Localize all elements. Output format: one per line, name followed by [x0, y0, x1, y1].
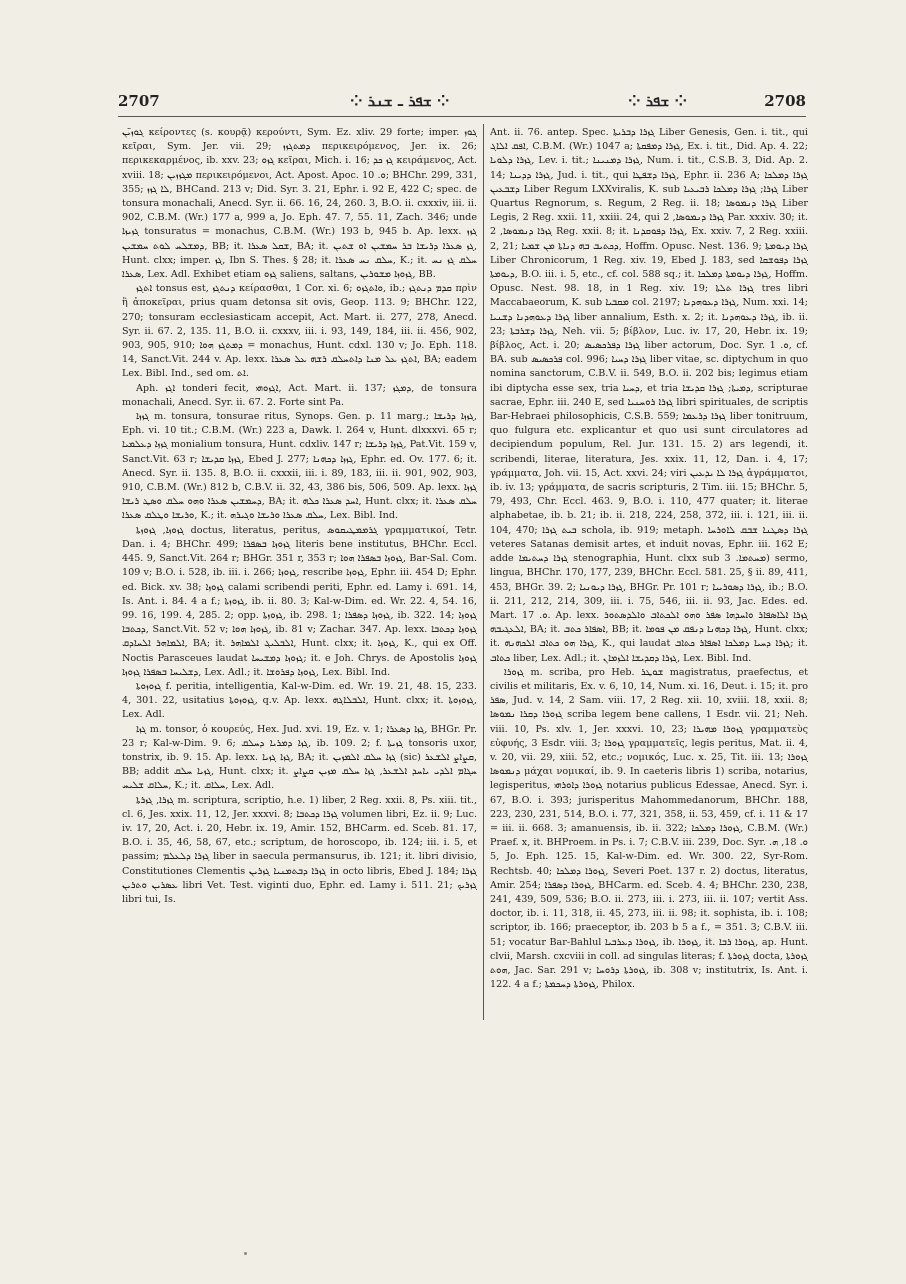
entry-paragraph: Aph. ܐܓܙ tonderi fecit, ܐܓܙܘܗܝ, Act. Mart. ii. 137; ܕܡܓܙ, de tonsura monachali, Anecd. Syr. ii. 67. 2. Forte sint Pa.	[122, 382, 477, 408]
entry-paragraph: ܓܙܐ m. tonsor, ὁ κουρεύς, Hex. Jud. xvi. 19, Ez. v. 1; ܓܙܐ ܕܣܥܪܐ, BHGr. Pr. 23 r; Kal-w-Dim. 9. 6; ܓܙܐ ܕܡܪܝܐ ܕܚܠܩ, ib. 109. 2; f. ܓܙܝܬܐ tonsoris uxor, tonstrix, ib. 9. 15. Ap. lexx. ܓܙܐ ܓܙܝܐ, BA; it. ܓܙܐ ܚܠܩ ܐܠܡܙܝܢ (sic) ܩܨܐܨ ܐܠܫܥܪ, BB; addit ܓܙܝܐ ܚܠܩ, Hunt. clxx; it. ܚܓܐܡ ܐܠܕܝ ܝܐܚܕ ܐܠܫܥܪ, ܓܙܐ ܚܠܩ ܡܙܝܢ ܩܨܐܨ ܚܠܐܩ ܫܠܝܚ, K.; it. ܚܠܐܩ, Lex. Adl.	[122, 723, 477, 792]
entry-paragraph: ܓܙܘܪܐ m. scriba, pro Heb. ܫܘܛܪ magistratus, praefectus, et civilis et militaris, Ex. v. 6, 10, 14, Num. xi. 16, Deut. i. 15; it. pro ܣܦܪ, Jud. v. 14, 2 Sam. viii. 17, 2 Reg. xii. 10, xviii. 18, xxii. 8; ܓܙܘܪܐ ܕܩܪܐ ܢܡܘܣܐ scriba legem bene callens, 1 Esdr. vii. 21; Neh. viii. 10, Ps. xlv. 1, Jer. xxxvi. 10, 23; ܓܙܘܪܐ ܡܗܝܪܐ γραμματεὺς εὐφυής, 3 Esdr. viii. 3; ܓܙܘܪܐ γραμματεῖς, legis peritus, Mat. ii. 4, v. 20, vii. 29, xiii. 52, etc.; νομικός, Luc. x. 25, Tit. iii. 13; ܓܙܘܪܐ ܕܢܡܘܣܐ μάχαι νομικαί, ib. 9. In caeteris libris 1) scriba, notarius, legisperitus, ܓܙܘܪܐ ܕܐܘܪܗܝ notarius publicus Edessae, Anecd. Syr. i. 67, B.O. i. 393; jurisperitus Mahommedanorum, BHChr. 188, 223, 230, 231, 514, B.O. i. 77, 321, 358, ii. 53, 459, cf. i. 11 & 17 = iii. ii. 668. 3; amanuensis, ib. ii. 322; ܓܙܘܪܐ ܕܡܠܟܐ, C.B.M. (Wr.) Praef. x, it. BHProem. in Ps. i. 7; C.B.V. iii. 239, Doc. Syr. ܘ. 18, ܗ. 5, Jo. Eph. 125. 15, Kal-w-Dim. ed. Wr. 300. 22, Syr-Rom. Rechtsb. 40; ܓܙܘܪܐ ܕܡܠܟܐ, Severi Poet. 137 r. 2) doctus, literatus, Amir. 254; ܓܙܘܪܐ ܕܣܦܪܐ, BHCarm. ed. Sceb. 4. 4; BHChr. 230, 238, 241, 439, 509, 536; B.O. ii. 273, iii. i. 273, iii. ii. 107; vertit Ass. doctor, ib. i. 11, 318, ii. 45, 273, iii. ii. 98; it. sophista, ib. i. 108; scriptor, ib. 166; praeceptor, ib. 203 b 5 a f., = 351. 3; C.B.V. iii. 51; vocatur Bar-Bahlul ܓܙܘܪܐ ܕܥܪܒܝܐ, ib. ܓܙܘܪܐ, it. ܓܙܘܪܐ ܪܒܐ, ap. Hunt. clvii, Marsh. cxcviii in coll. ad singulas literas; f. ܓܙܘܪܬܐ docta, ܓܙܘܪܬܐ ܗܘܬ, Jac. Sar. 291 v; ܓܙܘܪܬܐ ܕܪܘܚܐ, ib. 308 v; institutrix, Is. Ant. i. 122. 4 a f.; ܓܙܘܪܬܐ ܕܚܟܡܬܐ, Philox.	[490, 666, 808, 991]
entry-paragraph: Ant. ii. 76. antep. Spec. ܓܙܪܐ ܕܒܪܝܬܐ Liber Genesis, Gen. i. tit., qui ܐܦܩ ܐܠܐܓ, C.B.M. (Wr.) 1047 a; ܓܙܪܐ ܕܡܦܩܬܐ, Ex. i. tit., Did. Ap. 4. 22; ܓܙܪܐ ܕܠܘܝܐ, Lev. i. tit.; ܓܙܪܐ ܕܡܢܝܢܐ, Num. i. tit., C.S.B. 3, Did. Ap. 2. 14; ܓܙܪܐ ܕܕܝܢܐ, Jud. i. tit., qui ܓܙܪܐ ܕܫܦܛܐ, Ephr. ii. 236 A; ܓܙܪܐ ܕܡܠܟܐ ܕܫܒܥܝܢ Liber Regum LXXviralis, K. sub ܓܙܪܐ; ܓܙܪܐ ܕܡܠܟܐ ܪܒܝܥܝܐ Liber Quartus Regnorum, s. Regum, 2 Reg. ii. 18; ܓܙܪܐ ܕܢܡܘܣܐ Liber Legis, 2 Reg. xxii. 11, xxiii. 24, qui ܓܙܪܐ ܕܢܡܘܣܐ, 2 Par. xxxiv. 30; it. ܓܙܪܐ ܕܢܡܘܣܐ, 2 Reg. xxii. 8; it. ܓܙܪܐ ܕܦܘܩܕܢܐ, Ex. xxiv. 7, 2 Reg. xxiii. 2, 21; ܕܟܬܝܒ ܒܗ ܕܢܐܬܐ ܡܢ ܫܡܝܐ, Hoffm. Opusc. Nest. 136. 9; ܓܙܪܐ ܕܝܘܡܬܐ Liber Chronicorum, 1 Reg. xiv. 19, Ebed J. 183, sed ܓܙܪܐ ܕܦܘܫܩܐ ܕܝܘܡܬܐ, B.O. iii. i. 5, etc., cf. col. 588 sq.; it. ܓܙܪܐ ܕܝܘܡܬܐ ܕܡܠܟܐ, Hoffm. Opusc. Nest. 98. 18, in 1 Reg. xiv. 19; ܓܙܪܐ ܬܠܬܐ tres libri Maccabaeorum, K. sub ܡܩܒܝܐ col. 2197; ܓܙܪܐ ܕܥܘܗܕܢܐ, Num. xxi. 14; ܓܙܪܐ ܕܥܘܗܕܢܐ ܕܫܢܝܐ liber annalium, Esth. x. 2; it. ܓܙܪܐ ܕܥܘܗܕܢܐ, ib. ii. 23; ܓܙܪܐ ܕܫܪܒܬܐ, Neh. vii. 5; βίβλον, Luc. iv. 17, 20, Hebr. ix. 19; βίβλος, Act. i. 20; ܓܙܪܐ ܕܦܪܟܣܝܣ liber actorum, Doc. Syr. ܘ. 1, cf. BA. sub ܦܪܟܣܝܣ col. 996; ܓܙܪܐ ܕܚܝܐ liber vitae, sc. diptychum in quo nomina sanctorum, C.B.V. ii. 549, B.O. ii. 202 bis; legimus etiam ibi diptycha esse sex, tria ܕܚܝܐ, et tria ܕܡܝܬܐ; ܓܙܪܐ ܩܕܝܫܐ, scripturae sacrae, Ephr. iii. 240 E, sed ܓܙܪܐ ܪܘܚܢܝܐ libri spirituales, de scriptis Bar-Hebraei philosophicis, C.S.B. 559; ܓܙܪܐ ܕܪܥܡܐ liber tonitruum, quo fulgura etc. explicantur et quo usi sunt circulatores ad decipiendum populum, Rel. Jur. 131. 15. 2) ars legendi, it. scribendi, literae, literatura, Jes. xxix. 11, 12, Dan. i. 4, 17; γράμματα, Joh. vii. 15, Act. xxvi. 24; viri ܓܙܪܐ ܠܐ ܝܕܥܝܢ ἀγράμματοι, ib. iv. 13; γράμματα, de sacris scripturis, 2 Tim. iii. 15; BHChr. 5, 79, 493, Chr. Eccl. 463. 9, B.O. i. 110, 477 quater; it. literae alphabetae, ib. b. 21; ib. ii. 218, 224, 258, 372, iii. i. 121, iii. ii. 104, 470; ܒܝܬ ܓܙܪܐ schola, ib. 919; metaph. ܓܙܪܐ ܕܣܛܢܐ ܫܒܩ ܠܐܘܪܚܐ veteres Satanas demisit artes, et induit novas, Ephr. iii. 162 E; adde ܓܙܪܐ ܕܚܬܝܡܐ stenographia, Hunt. clxx sub ܡܚܬܡܐ. 3) sermo, lingua, BHChr. 170, 177, 239, BHChr. Eccl. 581. 25, § ii. 89, 411, 453, BHGr. 39. 2; ܓܙܪܐ ܕܝܘܢܝܐ, BHGr. Pr. 101 r; ܓܙܪܐ ܕܣܘܪܝܝܐ, ib.; B.O. ii. 211, 212, 214, 309, iii. i. 75, 546, iii. ii. 93, Jac. Edes. ed. Mart. ܘ. 17. Ap. lexx. ܓܙܪܐ ܐܠܐܣܦܐܪ ܘܐܚܕܗܐ ܣܦܪ ܘܗܘ ܐܠܟܬܐܒ ܘܐܠܕܣܬܘܪ ܐܠܥܓܝܒܗ, BA; it. ܐܣܦܐܪ ܟܬܒ, BB; it. ܓܙܪܐ ܕܟܗܢܐ ܕܢܦܩ ܡܢ ܦܘܡܐ, Hunt. clxx; it. ܓܙܪܐ ܗܘ ܟܬܐܒ ܐܠܟܗܢܗ, K., qui laudat ܓܙܪܐ ܕܚܝܐ ܕܡܠܟܐ ܐܣܦܐܪ ܟܬܐܒ; it. ܟܬܐܒ liber, Lex. Adl.; it. ܓܙܪܐ ܕܩܕܝܫܐ ܐܠܙܡܐܢ, Lex. Bibl. Ind.	[490, 127, 808, 664]
right-page-number: 2708	[764, 92, 806, 110]
entry-paragraph: ܓܙܘܙܘܬܐ f. peritia, intelligentia, Kal-w-Dim. ed. Wr. 19. 21, 48. 15, 233. 4, 301. 22, usitatius ܓܙܘܙܘܬܐ, q.v. Ap. lexx. ܐܠܒܠܐܓܗ, Hunt. clxx; it. ܓܙܘܙܘܬܐ, Lex. Adl.	[122, 680, 477, 721]
right-running-title: ⁘ ܫܦܪ ⁘	[628, 92, 688, 110]
entry-paragraph: ܓܙܙܐ m. tonsura, tonsurae ritus, Synops. Gen. p. 11 marg.; ܓܙܙܐ ܕܪܝܫܐ, Eph. vi. 10 tit.; C.B.M. (Wr.) 223 a, Dawk. l. 264 v, Hunt. dlxxxvi. 65 r; ܓܙܙܐ ܕܥܠܡܝܐ monialium tonsura, Hunt. cdxliv. 147 r; ܓܙܙܐ ܕܪܝܫܐ, Pat.Vit. 159 v, Sanct.Vit. 63 r; ܓܙܙܐ ܩܕܝܫܐ, Ebed J. 277; ܓܙܙܐ ܕܟܗܢܐ, Ephr. ed. Ov. 177. 6; it. Anecd. Syr. ii. 135. 8, B.O. ii. cxxxii, iii. i. 89, 183, iii. ii. 901, 902, 903, 910, C.B.M. (Wr.) 812 b, C.B.V. ii. 32, 43, 386 bis, 506, 509. Ap. lexx. ܓܙܙܐ ܕܚܡܫܝܢ ܣܥܪܐ ܘܗܘ ܚܠܩ ܘܣܛ ܪܝܫܐ, BA; it. ܐܚܕ ܣܥܪܐ ܟܠܗ, Hunt. clxx; it. ܚܠܩ ܣܥܪܐ ܘܪܝܫܐ ܘܛܠܩ ܣܥܪܐ, K.; it. ܚܠܩ ܣܥܪܐ ܘܪܝܫܐ ܘܓܝܪܗ, Lex. Bibl. Ind.	[122, 411, 477, 522]
left-running-title: ⁘ ܫܦܪ ـ ܫܢܪ ⁘	[350, 92, 450, 110]
page-speck	[244, 1252, 247, 1255]
right-column	[490, 126, 808, 1026]
entry-paragraph: ܓܙܘܙܐ, ܓܙܘܙܬܐ doctus, literatus, peritus, ܓܪܡܡܛܝܩܘܣ γραμματικοί, Tetr. Dan. i. 4; BHChr. 499; ܓܙܘܙܐ ܒܣܦܪܐ literis bene institutus, BHChr. Eccl. 445. 9, Sanct.Vit. 264 r; BHGr. 351 r, 353 r; ܓܙܘܙܐ ܒܣܦܪܐ ܗܘܐ, Bar-Sal. Com. 109 v; B.O. i. 528, ib. iii. i. 266; ܓܙܘܙܐ, rescribe ܓܙܘܙܐ, Ephr. iii. 454 D; Ephr. ed. Bick. xv. 38; ܓܙܘܙܐ calami scribendi periti, Ephr. ed. Lamy i. 691. 14, Is. Ant. i. 84. 4 a f.; ܓܙܘܙܬܐ, ib. ii. 80. 3; Kal-w-Dim. ed. Wr. 22. 4, 54. 16, 99. 16, 199. 4, 285. 2; opp. ܓܙܘܙܬܐ, ib. 298. 1; ܓܙܘܙܐ ܕܣܦܪܐ, ib. 322. 14; ܓܙܘܙܐ ܕܟܬܒܐ, Sanct.Vit. 52 v; ܓܙܘܙܐ ܗܘܐ, ib. 81 v; Zachar. 347. Ap. lexx. ܓܙܘܙܐ ܕܟܬܒܐ ܐܠܡܐܗܪ ܐܠܚܐܕܩ, BA; it. ܐܠܒܠܝܓ ܐܠܡܐܗܪ, Hunt. clxx; it. ܓܙܘܙܐ, K., qui ex Off. Noctis Parasceues laudat ܓܙܘܙܐ ܕܡܫܝܚܐ; it. e Joh. Chrys. de Apostolis ܓܙܘܙܐ ܕܫܠܝܚܐ ܒܣܦܪܐ ܓܙܘܙܐ, Lex. Adl.; it. ܓܙܘܙܐ ܕܦܪܘܫܐ, Lex. Bibl. Ind.	[122, 524, 477, 678]
entry-paragraph: ܐܬܓܙ tonsus est, ܕܢܬܓܙ κείρασθαι, 1 Cor. xi. 6; ܘܐܬܓܙܘ, ib.; ܩܕܡ ܕܢܬܓܙ πρὶν ἢ ἀποκεῖραι, prius quam detonsa sit ovis, Geop. 113. 9; BHChr. 122, 270; tonsuram ecclesiasticam accepit, Act. Mart. ii. 277, 278, Anecd. Syr. ii. 67. 2, 135. 11, B.O. ii. cxxxv, iii. i. 93, 149, 184, iii. ii. 456, 902, 903, 905, 910; ܕܡܬܓܙ ܗܘܐ = monachus, Hunt. cdxl. 130 v; Jo. Eph. 118. 14, Sanct.Vit. 244 v. Ap. lexx. ܐܬܓܙ ܥܠ ܡܢܐ ܕܐܬܚܠܩ ܪܫܗ ܥܠ ܣܥܪܐ, BA; eadem Lex. Bibl. Ind., sed om. ܐܬ.	[122, 283, 477, 380]
left-column	[122, 126, 477, 1026]
column-divider	[483, 124, 484, 1020]
entry-paragraph: ܓܘܙܝ̈ܢ κείροντες (s. κουρᾷ) κερούντι, Sym. Ez. xliv. 29 forte; imper. ܓܘܙ κεῖραι, Sym. Jer. vii. 29; ܕܡܬܓܙܙ περικειρόμενος, Jer. ix. 26; περικεκαρμένος, ib. xxv. 23; ܓܙܘ κεῖραι, Mich. i. 16; ܓܙ ܟܕ κειράμενος, Act. xviii. 18; ܡܓܙܙܝܢ περικειρόμενοι, Act. Apost. Apoc. ܘ. 10; BHChr. 299, 331, 355; ܠܐ ܓܙܙ, BHCand. 213 v; Did. Syr. 3. 21, Ephr. i. 92 E, 422 C; spec. de tonsura monachali, Anecd. Syr. ii. 66. 16, 24, 260. 3, B.O. ii. cxxxiv, iii. ii. 902, C.B.M. (Wr.) 177 a, 999 a, Jo. Eph. 47. 7, 55. 11, Zach. 346; unde ܓܙܝܙܐ tonsuratus = monachus, C.B.M. (Wr.) 193 b, 945 b. Ap. lexx. ܓܙܙ ܕܡܫܠܚ ܠܘܬ ܚܡܫܝܢ, BB; it. ܫܩܠ ܣܥܪܐ, BA; it. ܓܙ ܣܥܪܐ ܕܪܝܫܐ ܒܪ ܚܡܫܝܢ ܐܘ ܫܬܝܢ, Hunt. clxx; imper. ܓܙ, Ibn S. Thes. § 28; it. ܚܠܩ ܢܚ ܣܥܪܐ, K.; it. ܚܠܩ ܓܙ ܢܚ ܣܥܪܐ, Lex. Adl. Exhibet etiam ܓܙܘ saliens, saltans, ܓܙܘܙܐ ܡܫܘܪܝܢ, BB.	[122, 127, 477, 281]
running-header	[118, 92, 806, 112]
header-rule	[118, 116, 806, 117]
entry-paragraph: ܓܙܪܐ, ܓܙܪܬܐ m. scriptura, scriptio, h.e. 1) liber, 2 Reg. xxii. 8, Ps. xiii. tit., cl. 6, Jes. xxix. 11, 12, Jer. xxxvi. 8; ܓܙܪܐ ܕܟܬܒܐ volumen libri, Ez. ii. 9; Luc. iv. 17, 20, Act. i. 20, Hebr. ix. 19, Amir. 152, BHCarm. ed. Sceb. 81. 17, B.O. i. 35, 46, 58, 67, etc.; scriptum, de horoscopo, ib. 124; iii. i. 5, et passim; ܓܙܪܐ ܕܠܥܠܡ liber in saecula permansurus, ib. 121; it. libri divisio, Constitutiones Clementis ܓܙܪܐ ܕܒܬܡܢܝܐ ܓܙܪܝܢ in octo libris, Ebed J. 184; ܓܙܪܐ ܥܣܪܝܢ ܘܬܪܝܢ libri Vet. Test. viginti duo, Ephr. ed. Lamy i. 511. 21; ܓܙܪܝܟ libri tui, Is.	[122, 794, 477, 905]
left-page-number: 2707	[118, 92, 160, 110]
